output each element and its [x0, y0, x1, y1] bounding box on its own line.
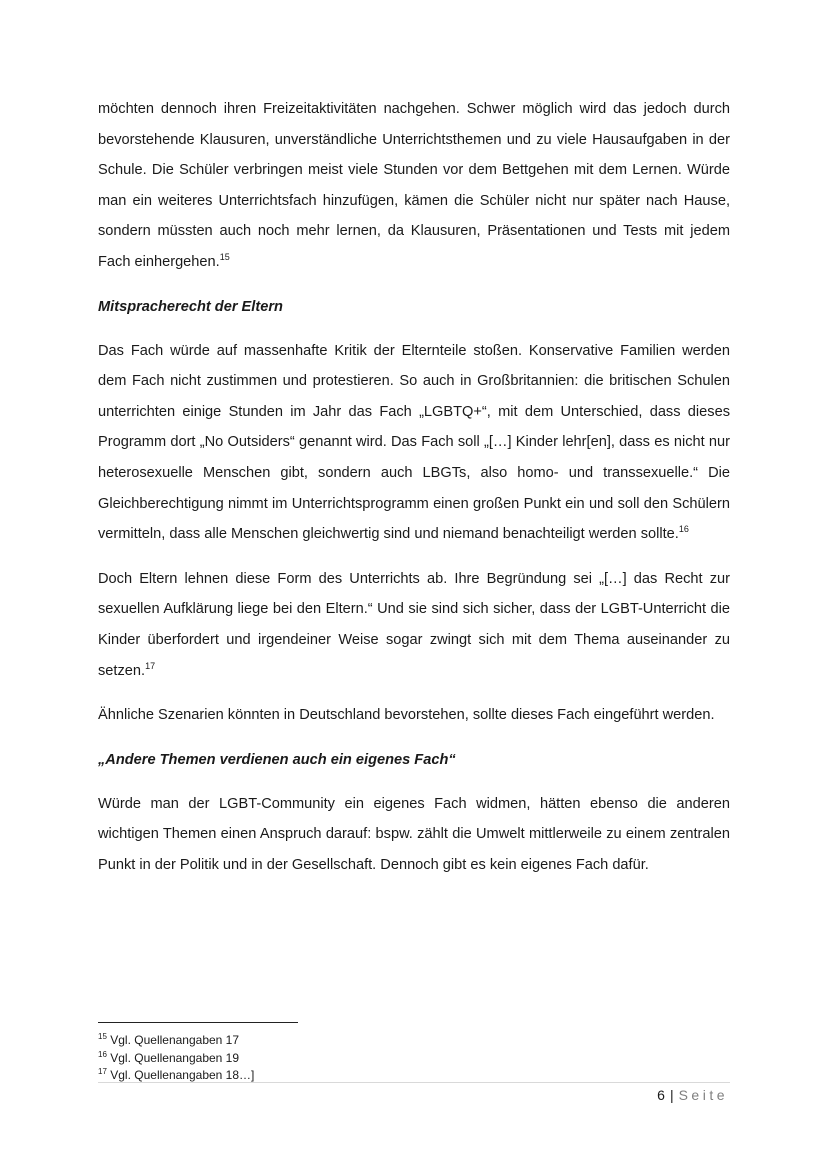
- footnote-separator: [98, 1022, 298, 1023]
- paragraph-kritik: [98, 336, 730, 550]
- footnote-16: [98, 1050, 254, 1068]
- section-heading-mitspracherecht: Mitspracherecht der Eltern: [98, 298, 283, 315]
- footnote-ref-15[interactable]: 15: [219, 252, 230, 263]
- page-body: [98, 94, 730, 894]
- footer-divider: [98, 1082, 730, 1083]
- footnote-text: Vgl. Quellenangaben 17: [110, 1033, 240, 1047]
- footnote-text: Vgl. Quellenangaben 19: [110, 1050, 240, 1065]
- paragraph-freizeit: [98, 94, 730, 278]
- footnote-ref-16[interactable]: 16: [678, 524, 689, 535]
- footnote-ref-17[interactable]: 17: [145, 660, 156, 671]
- page-number-value: 6: [657, 1087, 665, 1103]
- paragraph-text: Doch Eltern lehnen diese Form des Unterrichts ab. Ihre Begründung sei „[…] das Recht zur sexuellen Aufklärung liege bei den Eltern.“ Und sie sind sich sicher, dass der LGBT-Unterricht die Kinder überfordert und irgendeiner Weise sogar zwingt sich mit dem Thema auseinander zu setzen.: [98, 570, 730, 679]
- footnote-15: [98, 1032, 254, 1050]
- paragraph-umwelt: Würde man der LGBT-Community ein eigenes Fach widmen, hätten ebenso die anderen wichtigen Themen einen Anspruch darauf: bspw. zählt die Umwelt mittlerweile zu einem zentralen Punkt in der Politik und in der Gesellschaft. Dennoch gibt es kein eigenes Fach dafür.: [98, 795, 730, 873]
- footnote-number: 16: [98, 1049, 107, 1059]
- footnote-text: Vgl. Quellenangaben 18…]: [110, 1068, 255, 1082]
- footnote-number: 17: [98, 1067, 107, 1076]
- paragraph-eltern: [98, 564, 730, 686]
- paragraph-szenarien: Ähnliche Szenarien könnten in Deutschland bevorstehen, sollte dieses Fach eingeführt werden.: [98, 707, 715, 724]
- page-number-separator: |: [669, 1087, 674, 1103]
- section-heading-andere-themen: „Andere Themen verdienen auch ein eigenes Fach“: [98, 751, 456, 768]
- paragraph-text: möchten dennoch ihren Freizeitaktivitäten nachgehen. Schwer möglich wird das jedoch durch bevorstehende Klausuren, unverständliche Unterrichtsthemen und zu viele Hausaufgaben in der Schule. Die Schüler verbringen meist viele Stunden vor dem Bettgehen mit dem Lernen. Würde man ein weiteres Unterrichtsfach hinzufügen, kämen die Schüler nicht nur später nach Hause, sondern müssten auch noch mehr lernen, da Klausuren, Präsentationen und Tests mit jedem Fach einhergehen.: [98, 101, 730, 270]
- page-number: [657, 1086, 728, 1104]
- footnotes: [98, 1032, 254, 1085]
- page-label: Seite: [678, 1087, 728, 1103]
- paragraph-text: Das Fach würde auf massenhafte Kritik der Elternteile stoßen. Konservative Familien werden dem Fach nicht zustimmen und protestieren. So auch in Großbritannien: die britischen Schulen unterrichten einige Stunden im Jahr das Fach „LGBTQ+“, mit dem Unterschied, dass dieses Programm dort „No Outsiders“ genannt wird. Das Fach soll „[…] Kinder lehr[en], dass es nicht nur heterosexuelle Menschen gibt, sondern auch LBGTs, also homo- und transsexuelle.“ Die Gleichberechtigung nimmt im Unterrichtsprogramm einen großen Punkt ein und soll den Schülern vermitteln, dass alle Menschen gleichwertig sind und niemand benachteiligt werden sollte.: [98, 342, 730, 543]
- footnote-number: 15: [98, 1032, 107, 1041]
